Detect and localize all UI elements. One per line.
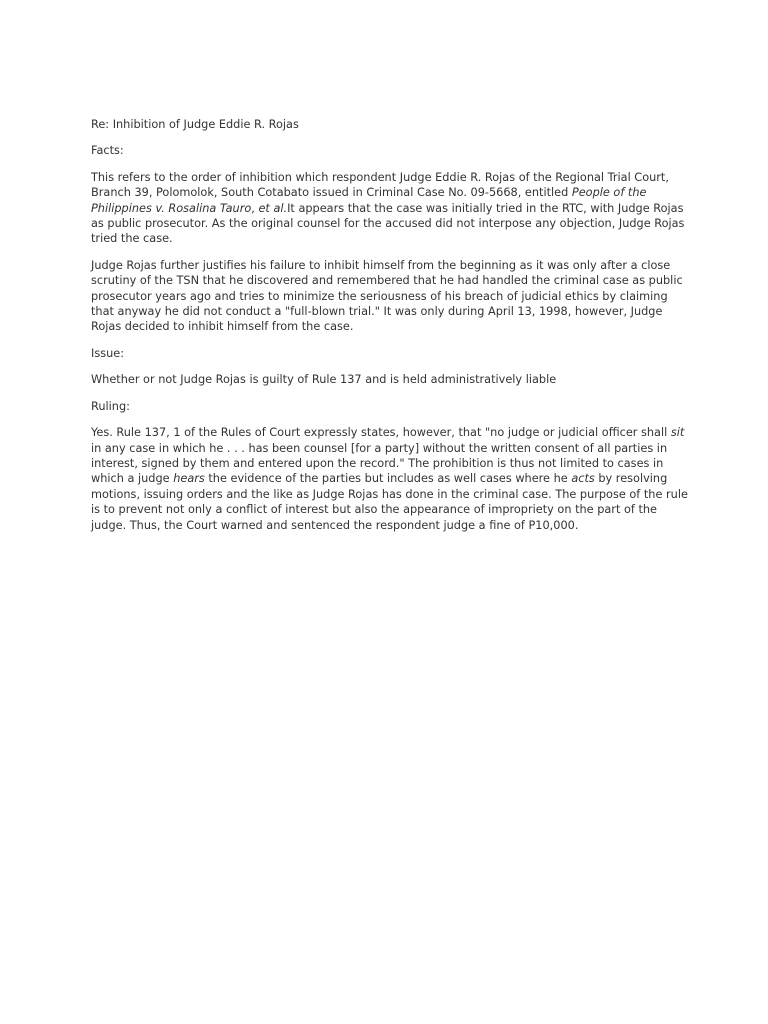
case-title: People of the Philippines v. Rosalina Tauro <box>91 186 647 215</box>
ruling-text-part3: the evidence of the parties but includes as well cases where he <box>204 472 572 486</box>
hears-italic: hears <box>173 472 205 486</box>
et-al: et al. <box>258 201 288 215</box>
facts-text-part3: It appears that the case was initially tried in the RTC, with Judge Rojas as public prosecutor. As the original counsel for the accused did not interpose any objection, Judge Rojas tried the case. <box>91 201 685 246</box>
ruling-text-part2: in any case in which he . . . has been counsel [for a party] without the written consent of all parties in interest, signed by them and entered upon the record." The prohibition is thus not limited to cases in which a judge <box>91 441 668 486</box>
issue-text: Whether or not Judge Rojas is guilty of Rule 137 and is held administratively liable <box>91 373 557 387</box>
document-title: Re: Inhibition of Judge Eddie R. Rojas <box>91 118 299 131</box>
facts-paragraph <box>91 170 691 247</box>
facts-text-part2: , <box>251 201 259 215</box>
sit-italic: sit <box>670 426 685 440</box>
issue-heading: Issue: <box>91 346 125 360</box>
facts-text-part1: This refers to the order of inhibition which respondent Judge Eddie R. Rojas of the Regional Trial Court, Branch 39, Polomolok, South Cotabato issued in Criminal Case No. 09-5668, entitled <box>91 170 669 200</box>
ruling-paragraph <box>91 425 691 533</box>
document-page <box>91 117 691 544</box>
facts-paragraph-2: Judge Rojas further justifies his failure to inhibit himself from the beginning as it was only after a close scrutiny of the TSN that he discovered and remembered that he had handled the criminal case as public prosecutor years ago and tries to minimize the seriousness of his breach of judicial ethics by claiming that anyway he did not conduct a "full-blown trial." It was only during April 13, 1998, however, Judge Rojas decided to inhibit himself from the case. <box>91 258 683 334</box>
acts-italic: acts <box>571 472 595 486</box>
ruling-heading: Ruling: <box>91 399 130 413</box>
ruling-text-part1: Yes. Rule 137, 1 of the Rules of Court expressly states, however, that "no judge or judicial officer shall <box>91 426 671 440</box>
ruling-text-part4: by resolving motions, issuing orders and the like as Judge Rojas has done in the criminal case. The purpose of the rule is to prevent not only a conflict of interest but also the appearance of impropriety on the part of the judge. Thus, the Court warned and sentenced the respondent judge a fine of P10,000. <box>91 472 688 532</box>
facts-heading: Facts: <box>91 144 124 158</box>
